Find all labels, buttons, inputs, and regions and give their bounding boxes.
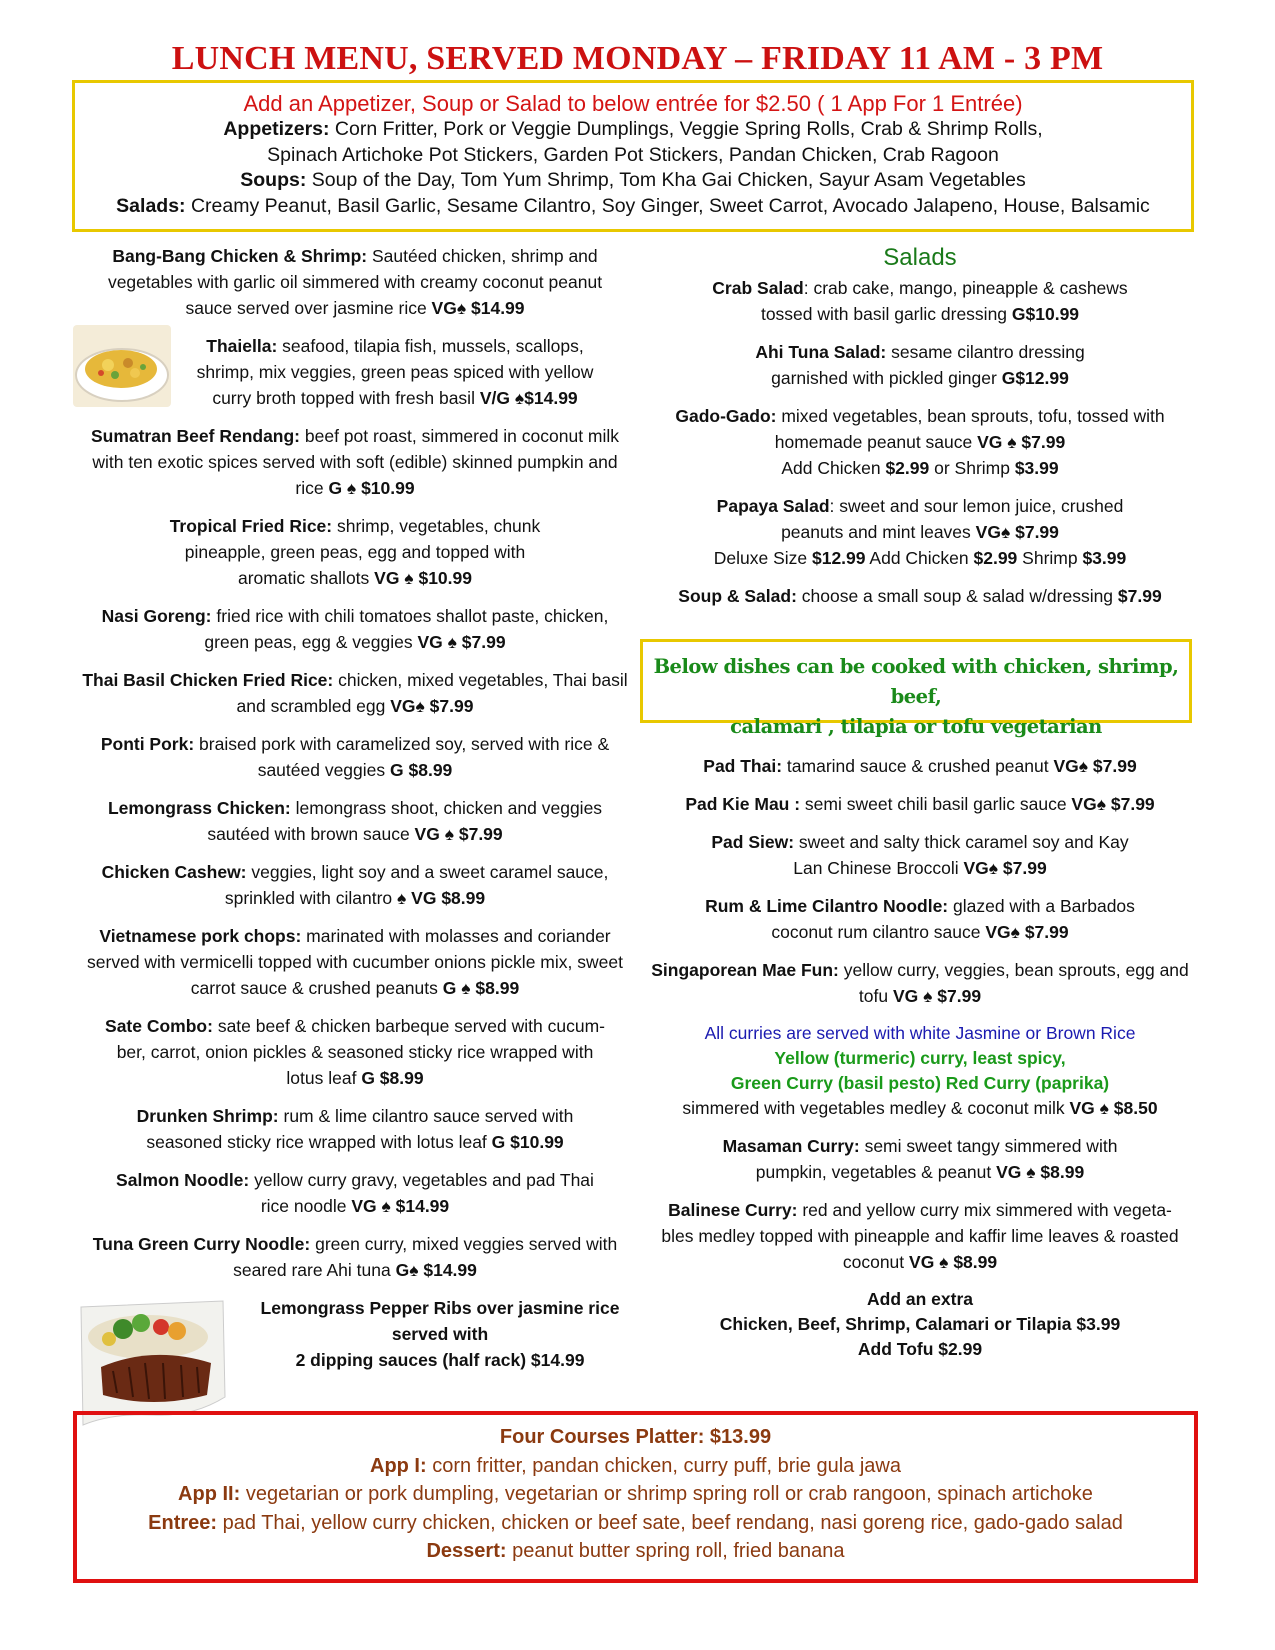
addon-headline: Add an Appetizer, Soup or Salad to below entrée for $2.50 ( 1 App For 1 Entrée) — [243, 91, 1023, 116]
dish-rum-lime-noodle: Rum & Lime Cilantro Noodle: glazed with a Barbados coconut rum cilantro sauce VG♠ $7.99 — [705, 896, 1135, 942]
curry-info — [640, 1021, 1200, 1121]
menu-title: LUNCH MENU, SERVED MONDAY – FRIDAY 11 AM - 3 PM — [171, 40, 1104, 77]
dish-rendang: Sumatran Beef Rendang: beef pot roast, simmered in coconut milk with ten exotic spices served with soft (edible) skinned pumpkin and rice G ♠ $10.99 — [90, 426, 620, 498]
dish-thaiella: Thaiella: seafood, tilapia fish, mussels, scallops, shrimp, mix veggies, green peas spiced with yellow curry broth topped with fresh basil V/G ♠$14.99 — [196, 336, 594, 408]
cooking-options-box — [640, 639, 1192, 738]
dish-lemongrass-chicken: Lemongrass Chicken: lemongrass shoot, chicken and veggies sautéed with brown sauce VG ♠ $7.99 — [107, 798, 603, 844]
dish-thai-basil-fried-rice: Thai Basil Chicken Fried Rice: chicken, mixed vegetables, Thai basil and scrambled egg VG♠ $7.99 — [82, 670, 628, 716]
appetizers-line-2: Spinach Artichoke Pot Stickers, Garden Pot Stickers, Pandan Chicken, Crab Ragoon — [267, 143, 999, 166]
dish-chicken-cashew: Chicken Cashew: veggies, light soy and a sweet caramel sauce, sprinkled with cilantro ♠ VG $8.99 — [101, 862, 609, 908]
dish-pad-siew: Pad Siew: sweet and salty thick caramel soy and Kay Lan Chinese Broccoli VG♠ $7.99 — [711, 832, 1129, 878]
salads-heading: Salads — [883, 244, 957, 271]
dish-sate-combo: Sate Combo: sate beef & chicken barbeque served with cucum-ber, carrot, onion pickles & seasoned sticky rice wrapped with lotus leaf G $8.99 — [105, 1016, 605, 1088]
dish-tuna-green-curry-noodle: Tuna Green Curry Noodle: green curry, mixed veggies served with seared rare Ahi tuna G♠ $14.99 — [92, 1234, 618, 1280]
soups-line: Soups: Soup of the Day, Tom Yum Shrimp, Tom Kha Gai Chicken, Sayur Asam Vegetables — [240, 169, 1026, 191]
curry-rice-note: All curries are served with white Jasmine or Brown Rice — [704, 1023, 1136, 1043]
soup-and-salad: Soup & Salad: choose a small soup & salad w/dressing $7.99 — [678, 586, 1162, 606]
salad-gado-gado: Gado-Gado: mixed vegetables, bean sprouts, tofu, tossed with homemade peanut sauce VG ♠ $7.99 Add Chicken $2.99 or Shrimp $3.99 — [675, 406, 1165, 478]
addon-box — [72, 80, 1194, 232]
left-column — [70, 243, 640, 1373]
right-column — [640, 243, 1200, 1374]
salad-ahi-tuna: Ahi Tuna Salad: sesame cilantro dressing garnished with pickled ginger G$12.99 — [755, 342, 1085, 388]
platter-dessert: Dessert: peanut butter spring roll, fried banana — [426, 1540, 845, 1562]
dish-vietnamese-pork-chops: Vietnamese pork chops: marinated with molasses and coriander served with vermicelli topped with cucumber onions pickle mix, sweet carrot sauce & crushed peanuts G ♠ $8.99 — [87, 926, 623, 998]
dish-salmon-noodle: Salmon Noodle: yellow curry gravy, vegetables and pad Thai rice noodle VG ♠ $14.99 — [116, 1170, 594, 1216]
curry-yellow: Yellow (turmeric) curry, least spicy, — [774, 1048, 1066, 1068]
curry-simmered: simmered with vegetables medley & coconut milk VG ♠ $8.50 — [682, 1098, 1158, 1118]
dish-tropical-fried-rice: Tropical Fried Rice: shrimp, vegetables, chunk pineapple, green peas, egg and topped with aromatic shallots VG ♠ $10.99 — [169, 516, 541, 588]
extras — [640, 1287, 1200, 1362]
extras-line-2: Chicken, Beef, Shrimp, Calamari or Tilapia $3.99 — [719, 1314, 1121, 1334]
cooking-options-line-2: calamari , tilapia or tofu vegetarian — [730, 715, 1102, 738]
four-courses-platter-box — [73, 1411, 1198, 1583]
dish-pad-kie-mau: Pad Kie Mau : semi sweet chili basil garlic sauce VG♠ $7.99 — [685, 794, 1155, 814]
dish-bang-bang: Bang-Bang Chicken & Shrimp: Sautéed chicken, shrimp and vegetables with garlic oil simmered with creamy coconut peanut sauce served over jasmine rice VG♠ $14.99 — [107, 246, 603, 318]
dish-masaman-curry: Masaman Curry: semi sweet tangy simmered with pumpkin, vegetables & peanut VG ♠ $8.99 — [722, 1136, 1118, 1182]
curry-green-red: Green Curry (basil pesto) Red Curry (paprika) — [730, 1073, 1110, 1093]
salad-papaya: Papaya Salad: sweet and sour lemon juice, crushed peanuts and mint leaves VG♠ $7.99 Deluxe Size $12.99 Add Chicken $2.99 Shrimp $3.99 — [713, 496, 1127, 568]
dish-lemongrass-ribs — [70, 1295, 640, 1373]
dish-pad-thai: Pad Thai: tamarind sauce & crushed peanut VG♠ $7.99 — [703, 756, 1137, 776]
appetizers-line-1: Appetizers: Corn Fritter, Pork or Veggie Dumplings, Veggie Spring Rolls, Crab & Shrimp Rolls, — [223, 118, 1043, 140]
dish-nasi-goreng: Nasi Goreng: fried rice with chili tomatoes shallot paste, chicken, green peas, egg & veggies VG ♠ $7.99 — [101, 606, 609, 652]
ribs-line-3: 2 dipping sauces (half rack) $14.99 — [295, 1350, 585, 1370]
salads-line: Salads: Creamy Peanut, Basil Garlic, Sesame Cilantro, Soy Ginger, Sweet Carrot, Avocado Jalapeno, House, Balsamic — [116, 194, 1150, 217]
ribs-line-2: served with — [391, 1324, 489, 1344]
platter-title: Four Courses Platter: $13.99 — [499, 1426, 772, 1448]
cooking-options-line-1: Below dishes can be cooked with chicken, shrimp, beef, — [653, 655, 1179, 708]
platter-entree: Entree: pad Thai, yellow curry chicken, chicken or beef sate, beef rendang, nasi goreng rice, gado-gado salad — [148, 1511, 1123, 1534]
salad-crab: Crab Salad: crab cake, mango, pineapple & cashews tossed with basil garlic dressing G$10.99 — [712, 278, 1128, 324]
platter-app-2: App II: vegetarian or pork dumpling, vegetarian or shrimp spring roll or crab rangoon, spinach artichoke — [178, 1483, 1093, 1505]
extras-line-1: Add an extra — [867, 1289, 973, 1309]
dish-balinese-curry: Balinese Curry: red and yellow curry mix simmered with vegeta-bles medley topped with pineapple and kaffir lime leaves & roasted coconut VG ♠ $8.99 — [661, 1200, 1179, 1272]
dish-singaporean-mae-fun: Singaporean Mae Fun: yellow curry, veggies, bean sprouts, egg and tofu VG ♠ $7.99 — [651, 960, 1189, 1006]
ribs-line-1: Lemongrass Pepper Ribs over jasmine rice — [260, 1298, 620, 1318]
dish-ponti-pork: Ponti Pork: braised pork with caramelized soy, served with rice & sautéed veggies G $8.99 — [100, 734, 610, 780]
extras-line-3: Add Tofu $2.99 — [857, 1339, 983, 1359]
dish-drunken-shrimp: Drunken Shrimp: rum & lime cilantro sauce served with seasoned sticky rice wrapped with lotus leaf G $10.99 — [136, 1106, 574, 1152]
platter-app-1: App I: corn fritter, pandan chicken, curry puff, brie gula jawa — [370, 1454, 901, 1477]
